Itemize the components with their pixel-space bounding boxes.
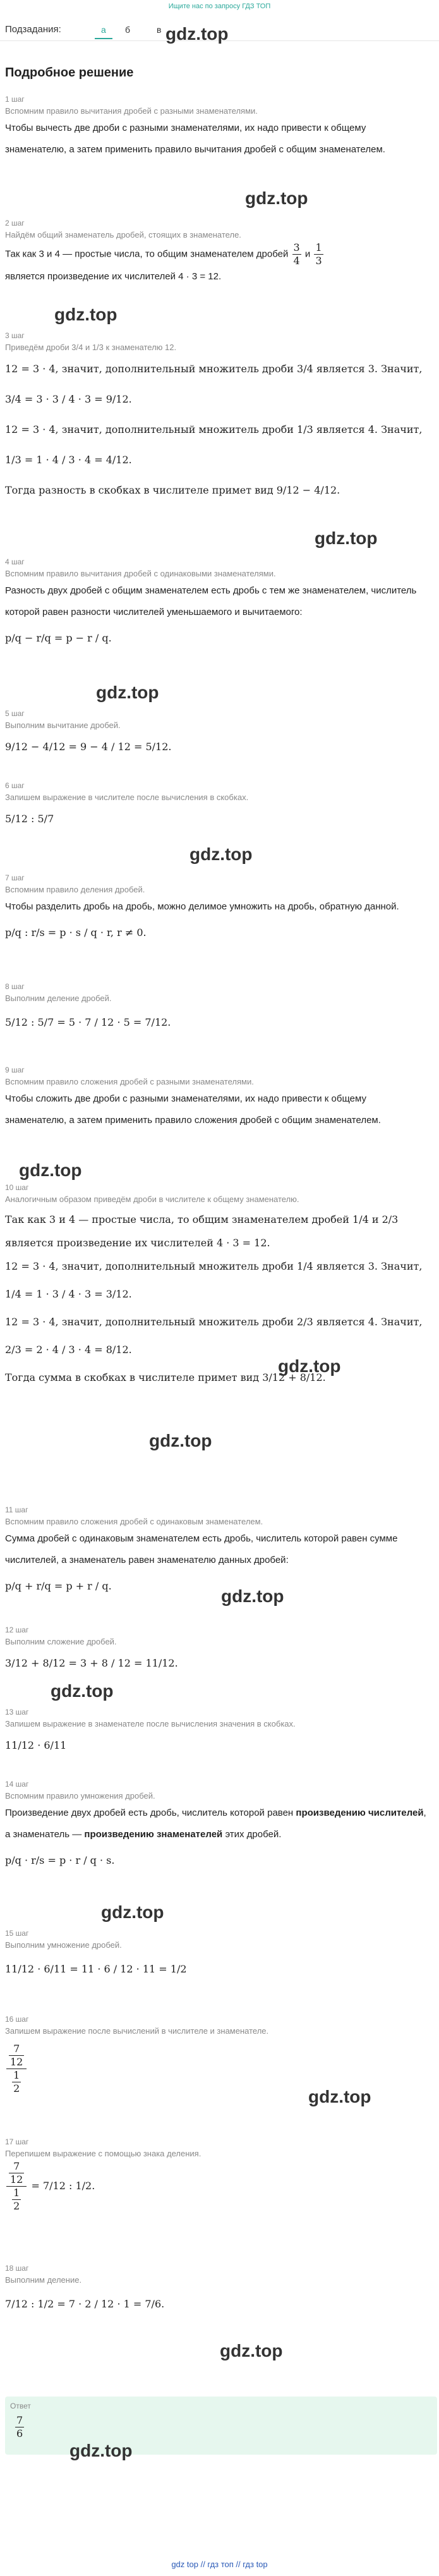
step-label: 17 шаг xyxy=(5,2137,29,2146)
step-label: 7 шаг xyxy=(5,873,25,882)
formula: p/q : r/s = p · s / q · r, r ≠ 0. xyxy=(5,927,147,939)
math-line: 3/4 = 3 · 3 / 4 · 3 = 9/12. xyxy=(5,393,132,405)
step-text: является произведение их числителей 4 · 3 = 12. xyxy=(5,271,222,282)
text: , а знаменатель — xyxy=(5,1807,426,1840)
step-11 xyxy=(5,1504,428,1601)
watermark: gdz.top xyxy=(69,2441,133,2460)
watermark: gdz.top xyxy=(96,683,159,702)
step-text: Чтобы разделить дробь на дробь, можно делимое умножить на дробь, обратную данной. xyxy=(5,901,399,912)
math-line: является произведение их числителей 4 · 3 = 12. xyxy=(5,1237,270,1249)
text: этих дробей. xyxy=(225,1829,282,1840)
step-text: Разность двух дробей с общим знаменателем есть дробь с тем же знаменателем, числитель которой равен разности числителей уменьшаемого и вычитаемого: xyxy=(5,585,417,617)
step-hint: Приведём дроби 3/4 и 1/3 к знаменателю 12. xyxy=(5,343,177,352)
fraction: $\frac{1}{3}$ xyxy=(315,241,322,267)
bold-text: произведению числителей xyxy=(296,1807,424,1818)
math-line: 2/3 = 2 · 4 / 3 · 4 = 8/12. xyxy=(5,1344,132,1356)
page-title: Подробное решение xyxy=(5,66,134,80)
watermark: gdz.top xyxy=(51,1681,114,1701)
text: Произведение двух дробей есть дробь, числитель которой равен xyxy=(5,1807,294,1818)
tab-b[interactable]: б xyxy=(125,25,131,35)
step-hint: Запишем выражение в числителе после вычисления в скобках. xyxy=(5,793,249,802)
tab-v[interactable]: в xyxy=(157,25,162,35)
formula xyxy=(5,2160,428,2213)
fraction: 7 12 $\frac{1}{2}$ xyxy=(6,2043,27,2095)
step-label: 1 шаг xyxy=(5,95,25,104)
watermark: gdz.top xyxy=(221,1586,284,1606)
step-hint: Вспомним правило умножения дробей. xyxy=(5,1791,155,1801)
search-hint: Ищите нас по запросу ГДЗ ТОП xyxy=(168,3,271,10)
step-15 xyxy=(5,1928,428,1987)
step-hint: Перепишем выражение с помощью знака деления. xyxy=(5,2149,201,2158)
step-label: 15 шаг xyxy=(5,1929,29,1938)
step-label: 16 шаг xyxy=(5,2015,29,2024)
step-hint: Вспомним правило деления дробей. xyxy=(5,885,145,894)
text: Так как 3 и 4 — простые числа, то общим знаменателем дробей xyxy=(5,248,289,260)
step-1 xyxy=(5,94,428,161)
watermark: gdz.top xyxy=(19,1160,82,1180)
formula: p/q · r/s = p · r / q · s. xyxy=(5,1854,115,1866)
subtasks-label: Подзадания: xyxy=(5,24,61,35)
step-hint: Вспомним правило вычитания дробей с разными знаменателями. xyxy=(5,106,258,116)
top-banner xyxy=(0,0,439,9)
step-18 xyxy=(5,2263,428,2322)
formula: p/q + r/q = p + r / q. xyxy=(5,1580,112,1592)
step-hint: Вспомним правило вычитания дробей с одинаковыми знаменателями. xyxy=(5,569,276,578)
bold-text: произведению знаменателей xyxy=(84,1829,223,1840)
step-label: 11 шаг xyxy=(5,1505,28,1514)
formula: 11/12 · 6/11 xyxy=(5,1739,67,1751)
watermark: gdz.top xyxy=(220,2341,283,2360)
step-4 xyxy=(5,556,428,653)
math-line: Так как 3 и 4 — простые числа, то общим знаменателем дробей 1/4 и 2/3 xyxy=(5,1213,399,1225)
step-hint: Выполним деление дробей. xyxy=(5,993,112,1003)
step-label: 18 шаг xyxy=(5,2264,29,2273)
math-line: 12 = 3 · 4, значит, дополнительный множитель дроби 3/4 является 3. Значит, xyxy=(5,363,423,375)
step-hint: Вспомним правило сложения дробей с разными знаменателями. xyxy=(5,1077,254,1086)
step-hint: Выполним деление. xyxy=(5,2275,82,2285)
watermark: gdz.top xyxy=(149,1431,212,1450)
step-text: Так как 3 и 4 — простые числа, то общим знаменателем дробей $\frac{3}{4}$ и $\frac{1}{3}$ xyxy=(5,241,322,267)
step-17 xyxy=(5,2136,428,2213)
tab-a[interactable]: а xyxy=(95,21,112,39)
watermark: gdz.top xyxy=(245,188,308,208)
step-6 xyxy=(5,780,428,834)
step-label: 3 шаг xyxy=(5,331,25,340)
answer-label: Ответ xyxy=(10,2402,31,2410)
math-line: 12 = 3 · 4, значит, дополнительный множитель дроби 1/4 является 3. Значит, xyxy=(5,1260,423,1272)
math-line: 1/3 = 1 · 4 / 3 · 4 = 4/12. xyxy=(5,454,132,466)
formula: 5/12 : 5/7 = 5 · 7 / 12 · 5 = 7/12. xyxy=(5,1016,171,1028)
math-line: Тогда сумма в скобках в числителе примет вид 3/12 + 8/12. xyxy=(5,1371,326,1383)
answer-value: $\frac{7}{6}$ xyxy=(16,2414,23,2439)
math-line: 12 = 3 · 4, значит, дополнительный множитель дроби 2/3 является 4. Значит, xyxy=(5,1316,423,1328)
step-text xyxy=(5,1802,428,1845)
formula: 7/12 : 1/2 = 7 · 2 / 12 · 1 = 7/6. xyxy=(5,2298,165,2310)
step-hint: Аналогичным образом приведём дроби в числителе к общему знаменателю. xyxy=(5,1194,299,1204)
step-16 xyxy=(5,2014,428,2095)
step-10 xyxy=(5,1182,428,1392)
fraction: $\frac{3}{4}$ xyxy=(293,241,300,267)
step-7 xyxy=(5,872,428,948)
watermark: gdz.top xyxy=(315,528,378,548)
step-label: 12 шаг xyxy=(5,1625,29,1634)
step-hint: Выполним умножение дробей. xyxy=(5,1940,122,1950)
step-5 xyxy=(5,708,428,762)
step-label: 6 шаг xyxy=(5,781,25,790)
formula: 3/12 + 8/12 = 3 + 8 / 12 = 11/12. xyxy=(5,1657,178,1669)
step-8 xyxy=(5,981,428,1040)
watermark: gdz.top xyxy=(278,1356,341,1376)
step-13 xyxy=(5,1706,428,1761)
watermark: gdz.top xyxy=(54,305,117,324)
watermark: gdz.top xyxy=(189,844,253,864)
step-label: 2 шаг xyxy=(5,219,25,228)
math-line: Тогда разность в скобках в числителе примет вид 9/12 − 4/12. xyxy=(5,484,340,496)
step-hint: Выполним сложение дробей. xyxy=(5,1637,117,1646)
formula: 9/12 − 4/12 = 9 − 4 / 12 = 5/12. xyxy=(5,741,172,753)
formula: p/q − r/q = p − r / q. xyxy=(5,632,112,644)
step-label: 4 шаг xyxy=(5,557,25,566)
math-line: 12 = 3 · 4, значит, дополнительный множитель дроби 1/3 является 4. Значит, xyxy=(5,423,423,435)
math-line: 1/4 = 1 · 3 / 4 · 3 = 3/12. xyxy=(5,1288,132,1300)
step-hint: Запишем выражение в знаменателе после вычисления значения в скобках. xyxy=(5,1719,296,1728)
step-hint: Запишем выражение после вычислений в числителе и знаменателе. xyxy=(5,2026,269,2036)
step-label: 5 шаг xyxy=(5,709,25,718)
step-text: Сумма дробей с одинаковым знаменателем есть дробь, числитель которой равен сумме числителей, а знаменатель равен знаменателю данных дробей: xyxy=(5,1533,398,1565)
watermark: gdz.top xyxy=(165,24,229,44)
step-hint: Вспомним правило сложения дробей с одинаковым знаменателем. xyxy=(5,1517,263,1526)
step-label: 8 шаг xyxy=(5,982,25,991)
step-hint: Выполним вычитание дробей. xyxy=(5,720,121,730)
step-14 xyxy=(5,1778,428,1876)
step-9 xyxy=(5,1064,428,1131)
formula: 11/12 · 6/11 = 11 · 6 / 12 · 11 = 1/2 xyxy=(5,1963,187,1975)
footer-links[interactable]: gdz top // гдз топ // гдз top xyxy=(171,2560,268,2569)
step-text: Чтобы вычесть две дроби с разными знаменателями, их надо привести к общему знаменателю, а затем применить правило вычитания дробей с общим знаменателем. xyxy=(5,123,385,155)
formula: 5/12 : 5/7 xyxy=(5,813,54,825)
step-text: Чтобы сложить две дроби с разными знаменателями, их надо привести к общему знаменателю, а затем применить правило сложения дробей с общим знаменателем. xyxy=(5,1093,381,1126)
step-label: 13 шаг xyxy=(5,1708,29,1716)
formula-text: = 7/12 : 1/2. xyxy=(31,2180,95,2192)
watermark: gdz.top xyxy=(308,2087,371,2106)
step-12 xyxy=(5,1624,428,1679)
step-hint: Найдём общий знаменатель дробей, стоящих в знаменателе. xyxy=(5,230,241,240)
step-label: 10 шаг xyxy=(5,1183,29,1192)
step-label: 14 шаг xyxy=(5,1780,29,1789)
step-3 xyxy=(5,330,428,506)
step-label: 9 шаг xyxy=(5,1066,25,1074)
fraction: 7 12 $\frac{1}{2}$ xyxy=(6,2160,27,2213)
watermark: gdz.top xyxy=(101,1902,164,1922)
step-2 xyxy=(5,217,428,286)
